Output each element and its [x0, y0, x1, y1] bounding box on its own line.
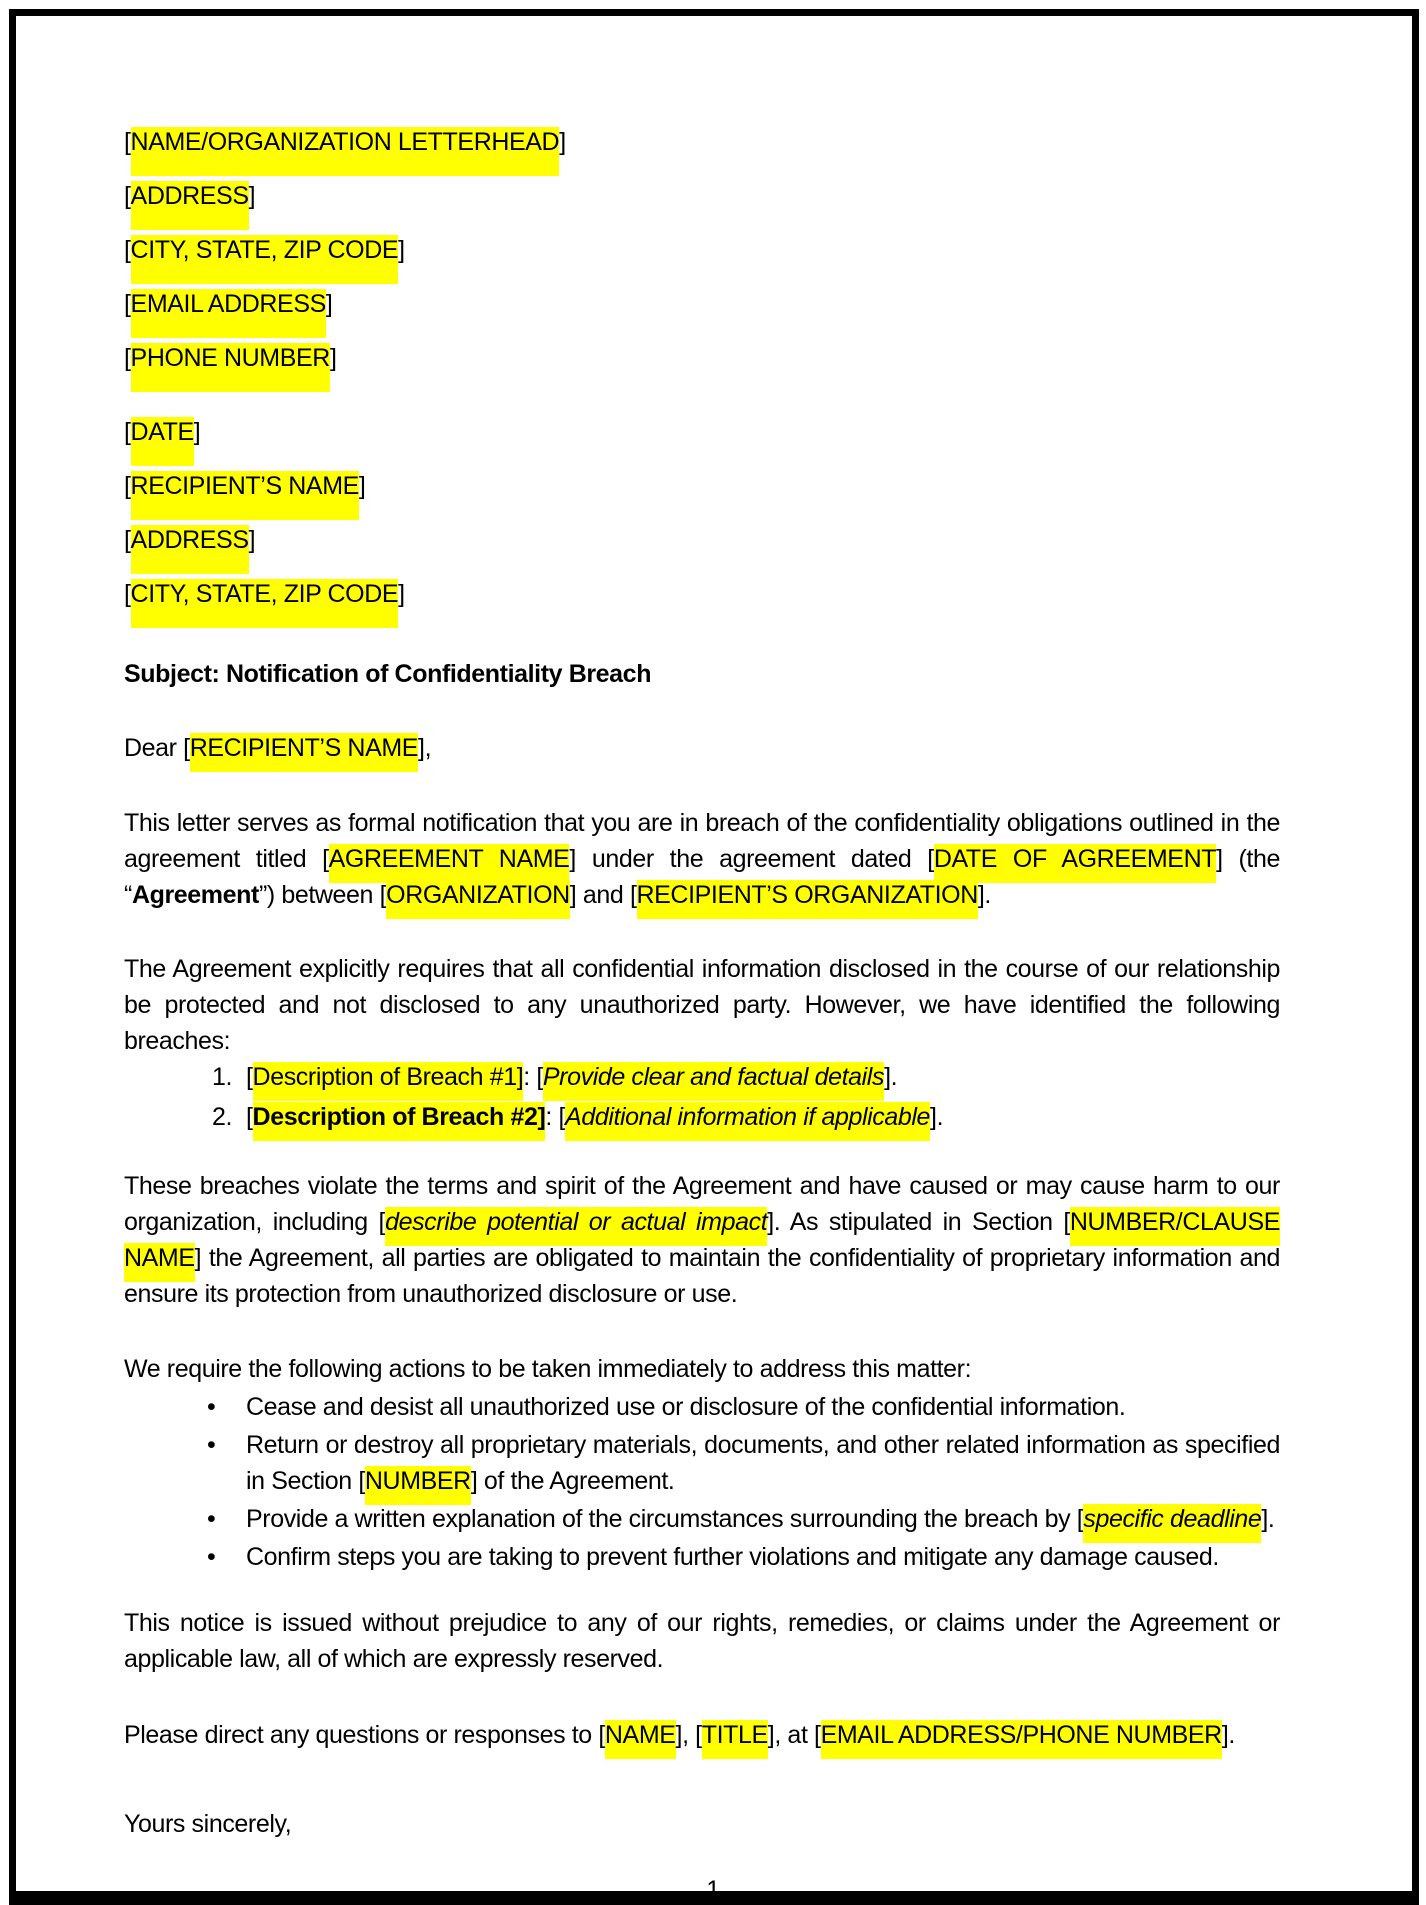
highlighted-placeholder: EMAIL ADDRESS: [131, 289, 326, 338]
paragraph-notice: [124, 1605, 1280, 1677]
text-run: ].: [1261, 1505, 1275, 1533]
bullet-icon: •: [207, 1431, 216, 1459]
bullet-icon: •: [207, 1393, 216, 1421]
highlighted-placeholder: specific deadline: [1083, 1504, 1261, 1543]
highlighted-placeholder: CITY, STATE, ZIP CODE: [131, 579, 399, 628]
highlighted-placeholder: NAME/ORGANIZATION LETTERHEAD: [131, 127, 560, 176]
closing-line: [124, 1806, 1280, 1842]
text-run: : [: [523, 1063, 543, 1091]
highlighted-placeholder: RECIPIENT’S NAME: [190, 733, 418, 772]
recipient-line-name: [124, 468, 1280, 504]
highlighted-placeholder: ORGANIZATION: [386, 880, 570, 919]
text-run: ], at [: [767, 1721, 821, 1749]
list-item-text: [246, 1102, 943, 1141]
text-run: Subject: Notification of Confidentiality Breach: [124, 660, 652, 688]
text-run: Please direct any questions or responses to [: [124, 1721, 605, 1749]
text-run: This notice is issued without prejudice to any of our rights, remedies, or claims under the Agreement or applicable law, all of which are expressly reserved.: [124, 1609, 1280, 1673]
recipient-line-city: [124, 576, 1280, 612]
text-run: ]: [329, 344, 337, 372]
highlighted-placeholder: Description of Breach #1]: [253, 1062, 524, 1101]
page-number: 1: [706, 1876, 720, 1904]
text-run: [: [124, 472, 131, 500]
text-run: Dear [: [124, 734, 190, 762]
breach-list-item-1: [212, 1059, 1280, 1095]
actions-list-item-1: [207, 1389, 1280, 1425]
actions-list-item-4: [207, 1539, 1280, 1575]
highlighted-placeholder: TITLE: [702, 1720, 768, 1759]
highlighted-placeholder: Provide clear and factual details: [543, 1062, 884, 1101]
list-number: 2.: [212, 1103, 233, 1131]
paragraph-actions-intro: [124, 1351, 1280, 1387]
text-run: [: [124, 418, 131, 446]
text-run: ]: [559, 128, 566, 156]
text-run: ]: [325, 290, 333, 318]
paragraph-breaches-intro: [124, 951, 1280, 1059]
highlighted-placeholder: Additional information if applicable: [565, 1102, 930, 1141]
letterhead-line-address: [124, 178, 1280, 214]
paragraph-contact: [124, 1717, 1280, 1753]
text-run: ] the Agreement, all parties are obligated to maintain the confidentiality of proprietary information and ensure its protection from unauthorized disclosure or use.: [124, 1244, 1280, 1308]
text-run: Yours sincerely,: [124, 1810, 292, 1838]
text-run: ] and [: [569, 881, 637, 909]
text-run: ]: [398, 236, 405, 264]
text-run: ]. As stipulated in Section [: [767, 1208, 1070, 1236]
highlighted-placeholder: Description of Breach #2]: [253, 1102, 546, 1141]
text-run: ].: [930, 1103, 944, 1131]
text-run: [: [124, 128, 131, 156]
text-run: ].: [977, 881, 991, 909]
highlighted-placeholder: RECIPIENT’S ORGANIZATION: [637, 880, 978, 919]
list-item-text: [246, 1543, 1219, 1571]
text-run: ]: [248, 526, 256, 554]
text-run: Confirm steps you are taking to prevent further violations and mitigate any damage caused.: [246, 1543, 1219, 1571]
text-run: [: [124, 580, 131, 608]
text-run: ] under the agreement dated [: [569, 845, 934, 873]
text-run: ”) between [: [258, 881, 387, 909]
highlighted-placeholder: NAME: [605, 1720, 676, 1759]
text-run: This letter serves as formal notification that you are in breach of the confidentiality obligations outlined in the agreement titled [: [124, 809, 1280, 873]
bullet-icon: •: [207, 1543, 216, 1571]
highlighted-placeholder: RECIPIENT’S NAME: [131, 471, 359, 520]
breach-list: [124, 1059, 1280, 1135]
actions-list-item-3: [207, 1501, 1280, 1537]
text-run: ]: [358, 472, 366, 500]
text-run: [: [246, 1103, 253, 1131]
text-run: ], [: [675, 1721, 702, 1749]
letterhead-line-email: [124, 286, 1280, 322]
text-run: ]: [193, 418, 201, 446]
subject-line: [124, 656, 1280, 692]
text-run: Return or destroy all proprietary materials, documents, and other related information as specified in Section [: [246, 1431, 1280, 1495]
text-run: These breaches violate the terms and spirit of the Agreement and have caused or may cause harm to our organization, including [: [124, 1172, 1280, 1236]
text-run: ].: [884, 1063, 898, 1091]
highlighted-placeholder: PHONE NUMBER: [131, 343, 330, 392]
breach-list-item-2: [212, 1099, 1280, 1135]
text-run: We require the following actions to be taken immediately to address this matter:: [124, 1355, 972, 1383]
actions-list: [124, 1389, 1280, 1575]
text-run: ] (the “: [124, 845, 1280, 909]
text-run: ]: [248, 182, 256, 210]
highlighted-placeholder: AGREEMENT NAME: [329, 844, 570, 883]
recipient-line-address: [124, 522, 1280, 558]
highlighted-placeholder: NUMBER/CLAUSE NAME: [124, 1207, 1280, 1282]
paragraph-intro: [124, 805, 1280, 913]
list-item-text: [246, 1431, 1280, 1505]
highlighted-placeholder: CITY, STATE, ZIP CODE: [131, 235, 399, 284]
highlighted-placeholder: NUMBER: [365, 1466, 471, 1505]
text-run: Cease and desist all unauthorized use or disclosure of the confidential information.: [246, 1393, 1126, 1421]
list-item-text: [246, 1393, 1125, 1421]
recipient-line-date: [124, 414, 1280, 450]
text-run: ],: [418, 734, 432, 762]
text-run: [: [124, 182, 131, 210]
letterhead-line-name: [124, 124, 1280, 160]
list-item-text: [246, 1504, 1274, 1543]
text-run: The Agreement explicitly requires that all confidential information disclosed in the course of our relationship be protected and not disclosed to any unauthorized party. However, we have identified the following breaches:: [124, 955, 1280, 1055]
list-number: 1.: [212, 1063, 233, 1091]
text-run: : [: [545, 1103, 566, 1131]
paragraph-impact: [124, 1168, 1280, 1312]
text-run: [: [124, 290, 131, 318]
text-run: [: [246, 1063, 253, 1091]
letterhead-line-phone: [124, 340, 1280, 376]
highlighted-placeholder: describe potential or actual impact: [385, 1207, 767, 1246]
highlighted-placeholder: ADDRESS: [131, 525, 249, 574]
letterhead-line-city: [124, 232, 1280, 268]
text-run: ] of the Agreement.: [470, 1467, 675, 1495]
salutation: [124, 730, 1280, 766]
highlighted-placeholder: DATE OF AGREEMENT: [934, 844, 1216, 883]
highlighted-placeholder: DATE: [131, 417, 194, 466]
text-run: [: [124, 236, 131, 264]
bullet-icon: •: [207, 1505, 216, 1533]
text-run: ].: [1221, 1721, 1235, 1749]
text-run: ]: [398, 580, 405, 608]
actions-list-item-2: [207, 1427, 1280, 1499]
text-run: Provide a written explanation of the circumstances surrounding the breach by [: [246, 1505, 1084, 1533]
highlighted-placeholder: ADDRESS: [131, 181, 249, 230]
list-item-text: [246, 1062, 897, 1101]
highlighted-placeholder: EMAIL ADDRESS/PHONE NUMBER: [821, 1720, 1222, 1759]
text-run: [: [124, 344, 131, 372]
text-run: [: [124, 526, 131, 554]
text-run: Agreement: [131, 881, 259, 909]
